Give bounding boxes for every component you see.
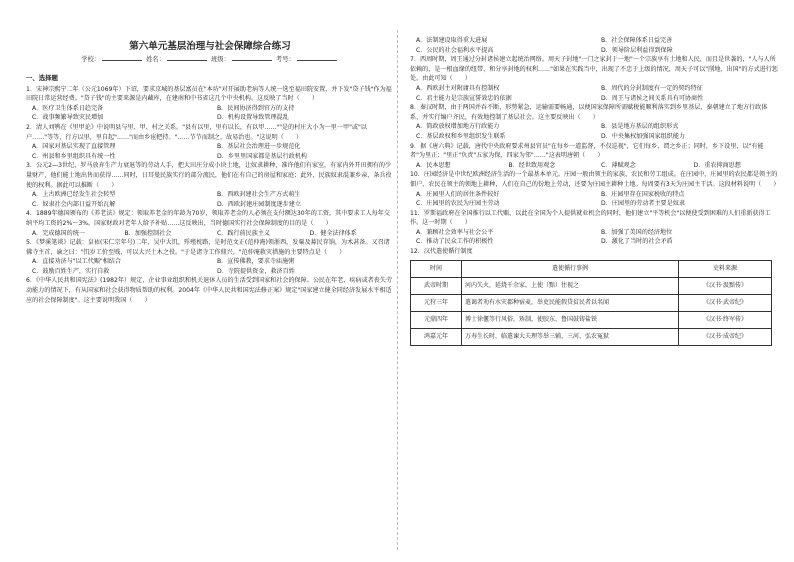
page-title: 第六单元基层治理与社会保障综合练习	[129, 41, 291, 52]
answer-option[interactable]: B．民间协济得到官方的支持	[217, 104, 295, 112]
right-column	[410, 36, 778, 346]
table-header-row	[411, 260, 772, 277]
right-question-list	[410, 36, 778, 257]
answer-option[interactable]: C．公民的社会福利水平提高	[416, 46, 494, 54]
answer-option[interactable]: C．州县和乡里组织具有统一性	[32, 152, 116, 160]
answer-option[interactable]: B．县是地方基层的组织形式	[601, 123, 679, 131]
question-item	[410, 36, 778, 55]
answer-option[interactable]: B．庄园里存在国家税收的特点	[601, 190, 685, 198]
question-item	[410, 55, 778, 103]
answer-option[interactable]: C．奴隶社会内部日益开始瓦解	[32, 200, 116, 208]
answer-option[interactable]: A．简政放权增加地方行政能力	[416, 123, 500, 131]
option-list	[410, 190, 778, 209]
exam-number-blank[interactable]	[297, 54, 337, 61]
answer-option[interactable]: A．上古欧洲已经发生社会转型	[32, 191, 116, 199]
source-cell: 《汉书·终军传》	[679, 311, 772, 328]
option-list	[26, 190, 394, 209]
question-stem: 10．庄园经济是中世纪欧洲经济生活的一个最基本单元。庄园一般由领主的家族、农民和劳工组成。在庄园中，庄园里的农民都是领主的佃户，农民在领主的领地上耕种，人们在自己的份地上劳动，还要为庄园主耕种土地。每周要有3天为庄园主干活。这段材料说明（ ）	[410, 171, 780, 188]
option-list	[410, 122, 778, 141]
question-item	[26, 85, 394, 123]
answer-option[interactable]: B．社会保障体系日益完善	[601, 37, 673, 44]
question-item	[26, 209, 394, 238]
answer-option[interactable]: D．机构设置导致管理混乱	[217, 114, 289, 122]
question-stem: 6．《中华人民共和国宪法》(1982年）规定，企业事业组织和机关退休人员的生活受到国家和社会的保障。公民在年老、疾病或者丧失劳动能力的情况下，有从国家和社会获得物质帮助的权利。2004年《中华人民共和国宪法修正案》规定"国家建立健全同经济发展水平相适应的社会保障制度"。这主要说明我国（ ）	[26, 277, 393, 304]
table-row	[411, 294, 772, 311]
answer-option[interactable]: B．宣传佛教，要求寺庙施粥	[217, 258, 295, 266]
answer-option[interactable]: D．西欧封建庄园制度逐步建立	[217, 200, 301, 208]
question-stem: 9．据《唐六典》记载，唐代中央政府要求州县官员"在每乡一道监督，不仅巡视"，它们每乡，谓之乡正；同时，乡下设里，以"有能者"为里正；"里正"负责"五家为保，四家为邻"……"这表明唐朝（ ）	[410, 142, 764, 160]
question-item	[26, 161, 394, 209]
answer-option[interactable]: B．基层社会治理进一步规范化	[217, 143, 301, 151]
answer-option[interactable]: D．寺院提供资金，救济百姓	[217, 267, 295, 275]
option-list	[26, 257, 394, 276]
answer-option[interactable]: A．国家对基层实现了直接管理	[32, 143, 116, 151]
option-list	[26, 104, 394, 123]
answer-option[interactable]: B．西欧封建社会生产方式萌生	[217, 191, 301, 199]
event-cell: 遣谒者劝有水灾郡种宿麦，举吏民能假贷贫民者以名闻	[462, 294, 679, 311]
answer-option[interactable]: B．加强控制社会	[124, 229, 172, 237]
answer-option[interactable]: B．加强了美国的经济地位	[601, 228, 673, 236]
question-item	[410, 142, 778, 171]
answer-option[interactable]: A．兼顾社会效率与社会公平	[416, 228, 494, 236]
left-column	[26, 30, 394, 305]
exam-number-label: 考号：	[275, 56, 295, 63]
answer-option[interactable]: C．基层政权和乡里组织发生联系	[416, 132, 506, 140]
question-item	[26, 276, 394, 305]
envoy-table	[410, 260, 772, 346]
option-list	[410, 161, 778, 171]
table-header-cell: 遣使循行事例	[462, 260, 679, 277]
answer-option[interactable]: A．法制建设取得重大进展	[416, 37, 488, 44]
option-list	[410, 36, 778, 55]
column-divider	[397, 30, 398, 550]
answer-option[interactable]: D．庄园里的劳动者主要是奴隶	[601, 200, 685, 208]
answer-option[interactable]: D．领导阶层利益得到保障	[601, 46, 673, 54]
event-cell: 万寿生长时，临遣谏大夫理等举三辅、三河、弘农冤狱	[462, 328, 679, 345]
name-label: 姓名：	[146, 56, 165, 63]
option-list	[410, 228, 778, 247]
question-item	[410, 209, 778, 247]
table-header-cell: 史料来源	[679, 260, 772, 277]
answer-option[interactable]: A．医疗卫生体系日趋完备	[32, 104, 104, 112]
question-item	[26, 238, 394, 276]
question-stem: 4．1889年德国颁布的《养老法》规定：领取养老金的年龄为70岁，领取养老金的人必须在支付额达30年的工资，其中要求工人每年交纳平均工资的2%～3%。国家财政对老年人给予补贴……这反映出，当时德国实行社会保障制度的目的是（ ）	[26, 210, 390, 227]
question-stem: 5．《梦溪笔谈》记载：皇祐(宋仁宗年号)二年，吴中大饥，殍殣枕路，是时范文正(范仲淹)领浙西，发粟及募民存饷，为术甚备。又召诸佛寺主首，谕之曰："饥岁工价至贱，可以大兴土木之役。"于是诸寺工作鼎兴。"范仲淹救灾措施的主要特点是（ ）	[26, 239, 390, 256]
answer-option[interactable]: C．推动了民众工作的积极性	[416, 238, 494, 246]
event-cell: 博士徐偃等行风俗，矫制，使胶东、鲁国鼓铸盐铁	[462, 311, 679, 328]
answer-option[interactable]: C．鼓励百姓生产，实行自救	[32, 267, 110, 275]
question-item	[26, 123, 394, 161]
answer-option[interactable]: D．激化了当时的社会矛盾	[601, 238, 673, 246]
question-item	[410, 170, 778, 208]
answer-option[interactable]: B．周代的分封制度有一定的契约特征	[601, 84, 703, 92]
answer-option[interactable]: C．庄园里的农民为庄园主劳动	[416, 200, 500, 208]
answer-option[interactable]: D．周王与诸侯之间关系具有可协商性	[601, 94, 704, 102]
question-stem: 3．公元2—3世纪，罗马放弃生产力衰退等的劳动人手，把大田庄分成小块土地，让奴隶耕种，准许他们有家室，有家内外开田拥有的少量财产，他们能土地出售而获得……同时，日耳曼民族实行的部分流民，他们在有自己的房屋和家庭；此外，民族奴隶混兼乡亲，条兵役使的权利。据此可以推断（ ）	[26, 162, 392, 189]
question-stem: 7．西周时期，周王通过分封诸侯建立起统治网络。周天子封地"一门之家封于一地"一个宗族享有土地和人民，而且是世袭的，"人与人所依赖的，是一根血缘的纽带，和分享封地的权利……"如果在实践当中，出现了不忠于上级的情况，周天子可以"削地，出国"的方式进行惩处。由此可知（ ）	[410, 56, 778, 83]
answer-option[interactable]: D．健全法律体系	[309, 229, 357, 237]
answer-option[interactable]: D．乡里里国家都是基层行政机构	[217, 152, 308, 160]
student-info-line	[26, 54, 394, 66]
answer-option[interactable]: A．直接劝济与"以工代赈"相结合	[32, 258, 121, 266]
table-row	[411, 311, 772, 328]
class-blank[interactable]	[232, 54, 272, 61]
source-cell: 《汉书·武帝纪》	[679, 294, 772, 311]
event-cell: 河内失火，延烧千余家，上使（黯）往视之	[462, 277, 679, 294]
name-blank[interactable]	[167, 54, 207, 61]
answer-option[interactable]: C．薄赋观念	[601, 161, 636, 169]
source-cell: 《汉书·汲黯传》	[679, 277, 772, 294]
answer-option[interactable]: D．重农抑商思想	[693, 161, 741, 169]
question-item	[410, 103, 778, 141]
question-item	[410, 247, 778, 257]
answer-option[interactable]: A．民本思想	[416, 161, 451, 169]
option-list	[26, 142, 394, 161]
question-stem: 11．罗斯福政府在全国推行以工代赈，以此在全国为个人提供就业机会的同时，他们建立"平等机会"以便使受到困难的人们重新获得工作。这一时期（ ）	[410, 209, 771, 227]
source-cell: 《汉书·成帝纪》	[679, 328, 772, 345]
answer-option[interactable]: D．中央集权加强国家组织能力	[601, 132, 685, 140]
answer-option[interactable]: A．完成德国的统一	[32, 229, 85, 237]
table-row	[411, 328, 772, 345]
school-blank[interactable]	[102, 54, 142, 61]
question-stem: 2．清人刘鹗在《里甲论》中说明县与里、甲、村之关系。"县有以里，里有以长，有以甲……""是的村庄大小为一里一甲"或"以户……"等等，行方以里，里自起"……"而由乡宦把持。"……节节而制之，故易治也。"这说明（ ）	[26, 123, 367, 141]
period-cell: 元鼎四年	[411, 311, 462, 328]
answer-option[interactable]: C．践行前民族主义	[217, 229, 271, 237]
period-cell: 元狩三年	[411, 294, 462, 311]
table-row	[411, 277, 772, 294]
table-header-cell: 时间	[411, 260, 462, 277]
question-stem: 1．宋神宗熙宁二年（公元1069年）下诏，要求京城的基层富员在"本坊"对开展助老病等人统一选至福田院安置，并下发"贷子钱"作为福田院日常运营经费。"贷子钱"的主要来源是内藏库，在建南和中书省这几个中央机构。这反映了当时（ ）	[26, 85, 392, 103]
question-stem: 8．秦汉时期，由于两国并吞不断，形势紧急，运输需要畅通，以便国家保障所需赋税能顺利落实到乡里基层，秦朝建立了地方行政体系，并实行编户齐民，有效地控制了基层社会。这主要反映出（ ）	[410, 104, 768, 121]
period-cell: 鸿嘉元年	[411, 328, 462, 345]
answer-option[interactable]: C．战事频繁导致灾民增加	[32, 114, 104, 122]
answer-option[interactable]: B．经世致用观念	[508, 161, 556, 169]
period-cell: 武帝时期	[411, 277, 462, 294]
school-label: 学校：	[81, 56, 101, 63]
answer-option[interactable]: A．庄园里人们的居住条件较好	[416, 190, 500, 198]
question-stem: 12．汉代遣使循行制度	[410, 248, 473, 256]
answer-option[interactable]: C．君主能力是宗族宣誓效忠的依据	[416, 94, 512, 102]
left-question-list	[26, 85, 394, 306]
option-list	[410, 84, 778, 103]
class-label: 班级：	[211, 56, 230, 63]
option-list	[26, 229, 394, 239]
table-body	[411, 277, 772, 345]
answer-option[interactable]: A．西欧封主对附庸具有控制权	[416, 84, 500, 92]
section-heading: 一、选择题	[26, 74, 58, 82]
